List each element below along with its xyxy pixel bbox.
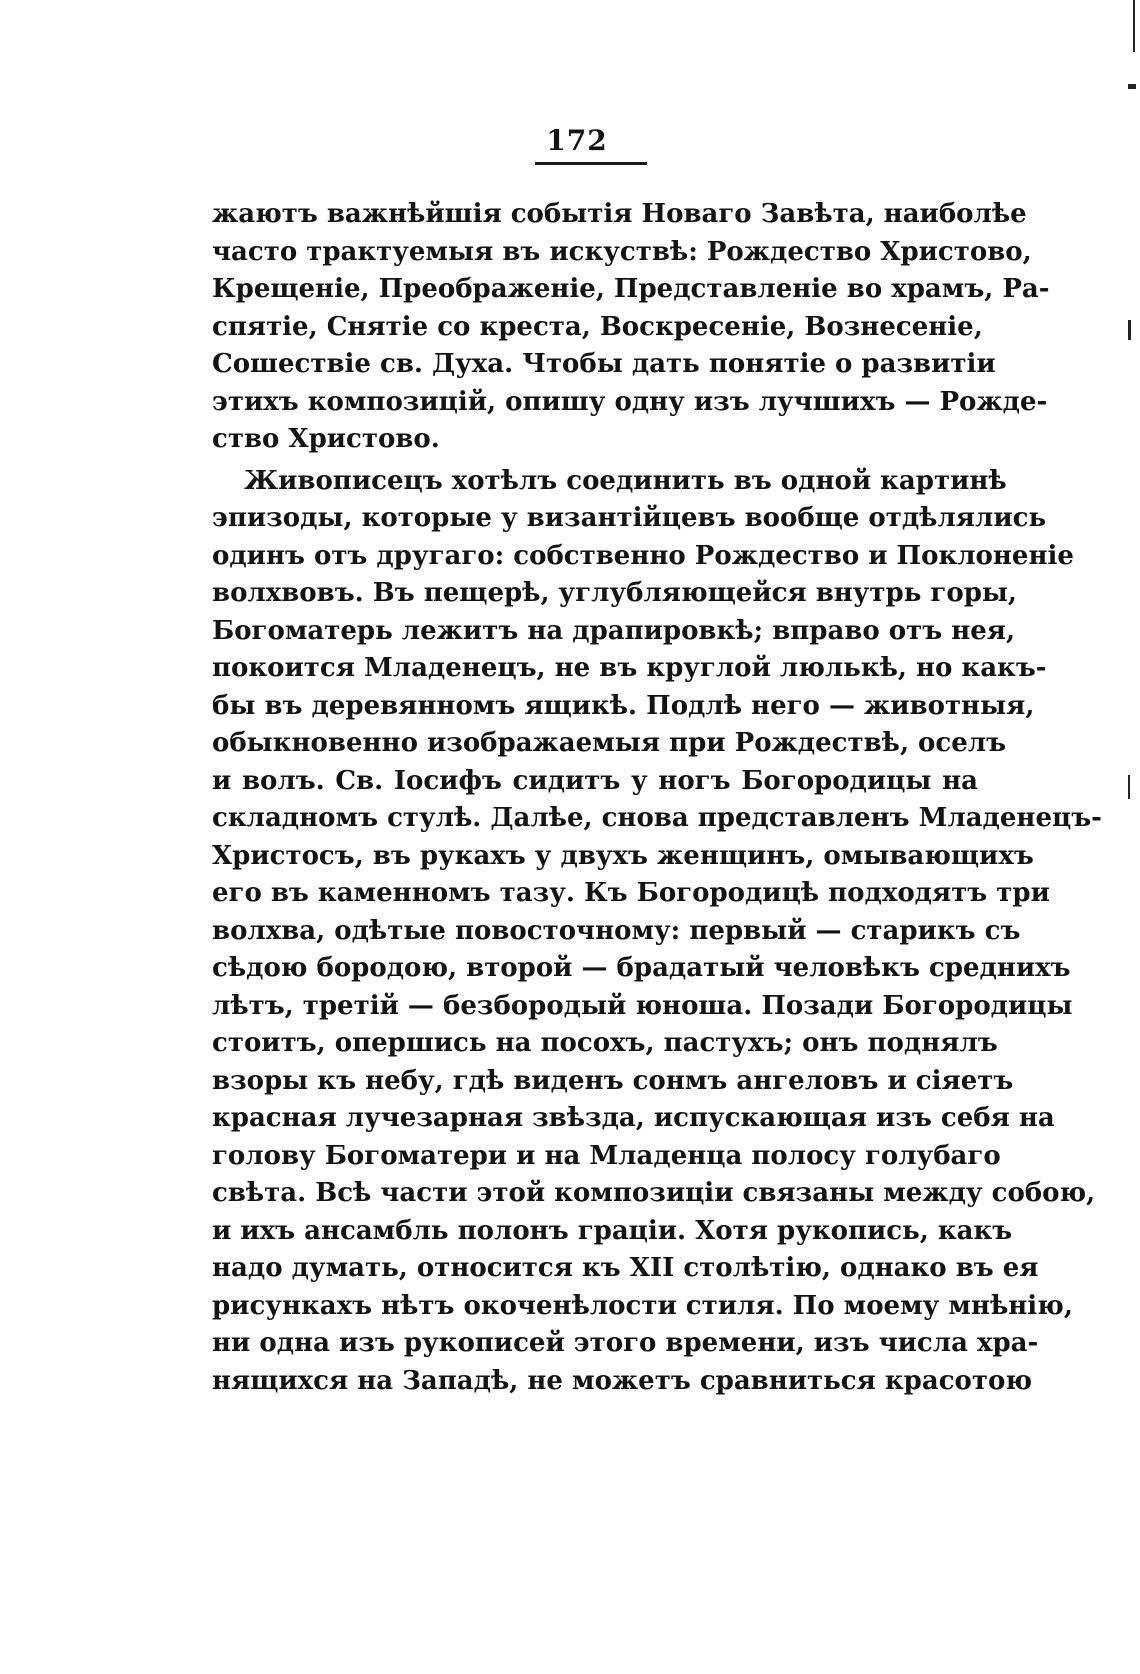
scan-mark <box>1128 84 1136 89</box>
text-line: Живописецъ хотѣлъ соединить въ одной картинѣ <box>244 465 1007 496</box>
text-line: сѣдою бородою, второй — брадатый человѣкъ среднихъ <box>212 953 1071 983</box>
text-line: стоитъ, опершись на посохъ, пастухъ; онъ поднялъ <box>212 1028 998 1058</box>
text-line: обыкновенно изображаемыя при Рождествѣ, оселъ <box>212 728 1007 758</box>
text-line: красная лучезарная звѣзда, испускающая изъ себя на <box>212 1103 1055 1133</box>
text-line: надо думать, относится къ XII столѣтію, однако въ ея <box>212 1253 1039 1283</box>
text-line: эпизоды, которые у византійцевъ вообще отдѣлялись <box>212 503 1047 533</box>
page-number: 172 <box>546 124 608 157</box>
text-line: часто трактуемыя въ искуствѣ: Рождество Христово, <box>212 236 1032 267</box>
text-line: и ихъ ансамбль полонъ граціи. Хотя рукопись, какъ <box>212 1215 1013 1246</box>
text-line: Крещеніе, Преображеніе, Представленіе во храмъ, Ра- <box>212 274 1050 304</box>
text-line: волхва, одѣтые повосточному: первый — старикъ съ <box>212 915 1021 946</box>
text-line: спятіе, Снятіе со креста, Воскресеніе, Вознесеніе, <box>212 311 983 342</box>
text-line: ни одна изъ рукописей этого времени, изъ числа хра- <box>212 1328 1039 1358</box>
text-line: взоры къ небу, гдѣ виденъ сонмъ ангеловъ и сіяетъ <box>212 1065 1014 1096</box>
page-number-underline <box>535 162 647 165</box>
text-line: голову Богоматери и на Младенца полосу голубаго <box>212 1140 1001 1171</box>
paragraph <box>212 196 1050 459</box>
text-line: рисункахъ нѣтъ окоченѣлости стиля. По моему мнѣнію, <box>212 1290 1073 1321</box>
scan-edge-line <box>1133 0 1135 52</box>
text-line: нящихся на Западѣ, не можетъ сравниться красотою <box>212 1365 1032 1396</box>
text-line: этихъ композицій, опишу одну изъ лучшихъ — Рожде- <box>212 386 1048 417</box>
text-line: покоится Младенецъ, не въ круглой люлькѣ, но какъ- <box>212 653 1047 683</box>
text-line: лѣтъ, третій — безбородый юноша. Позади Богородицы <box>212 990 1073 1021</box>
text-line: ство Христово. <box>212 424 440 454</box>
text-line: Христосъ, въ рукахъ у двухъ женщинъ, омывающихъ <box>212 840 1034 871</box>
text-line: бы въ деревянномъ ящикѣ. Подлѣ него — животныя, <box>212 690 1035 721</box>
text-line: волхвовъ. Въ пещерѣ, углубляющейся внутрь горы, <box>212 578 1017 608</box>
paragraph <box>212 463 1102 1401</box>
text-line: жаютъ важнѣйшія событія Новаго Завѣта, наиболѣе <box>212 199 1027 229</box>
text-line: Сошествіе св. Духа. Чтобы дать понятіе о развитіи <box>212 349 996 379</box>
text-line: одинъ отъ другаго: собственно Рождество и Поклоненіе <box>212 540 1074 571</box>
text-line: и волъ. Св. Іосифъ сидитъ у ногъ Богородицы на <box>212 765 978 796</box>
text-line: свѣта. Всѣ части этой композиціи связаны между собою, <box>212 1178 1096 1208</box>
text-line: Богоматерь лежитъ на драпировкѣ; вправо отъ нея, <box>212 615 1016 646</box>
scan-mark <box>1128 775 1130 799</box>
scan-mark <box>1128 320 1131 340</box>
body-text <box>212 196 1102 1400</box>
text-line: складномъ стулѣ. Далѣе, снова представленъ Младенецъ- <box>212 803 1102 833</box>
text-line: его въ каменномъ тазу. Къ Богородицѣ подходятъ три <box>212 878 1050 908</box>
